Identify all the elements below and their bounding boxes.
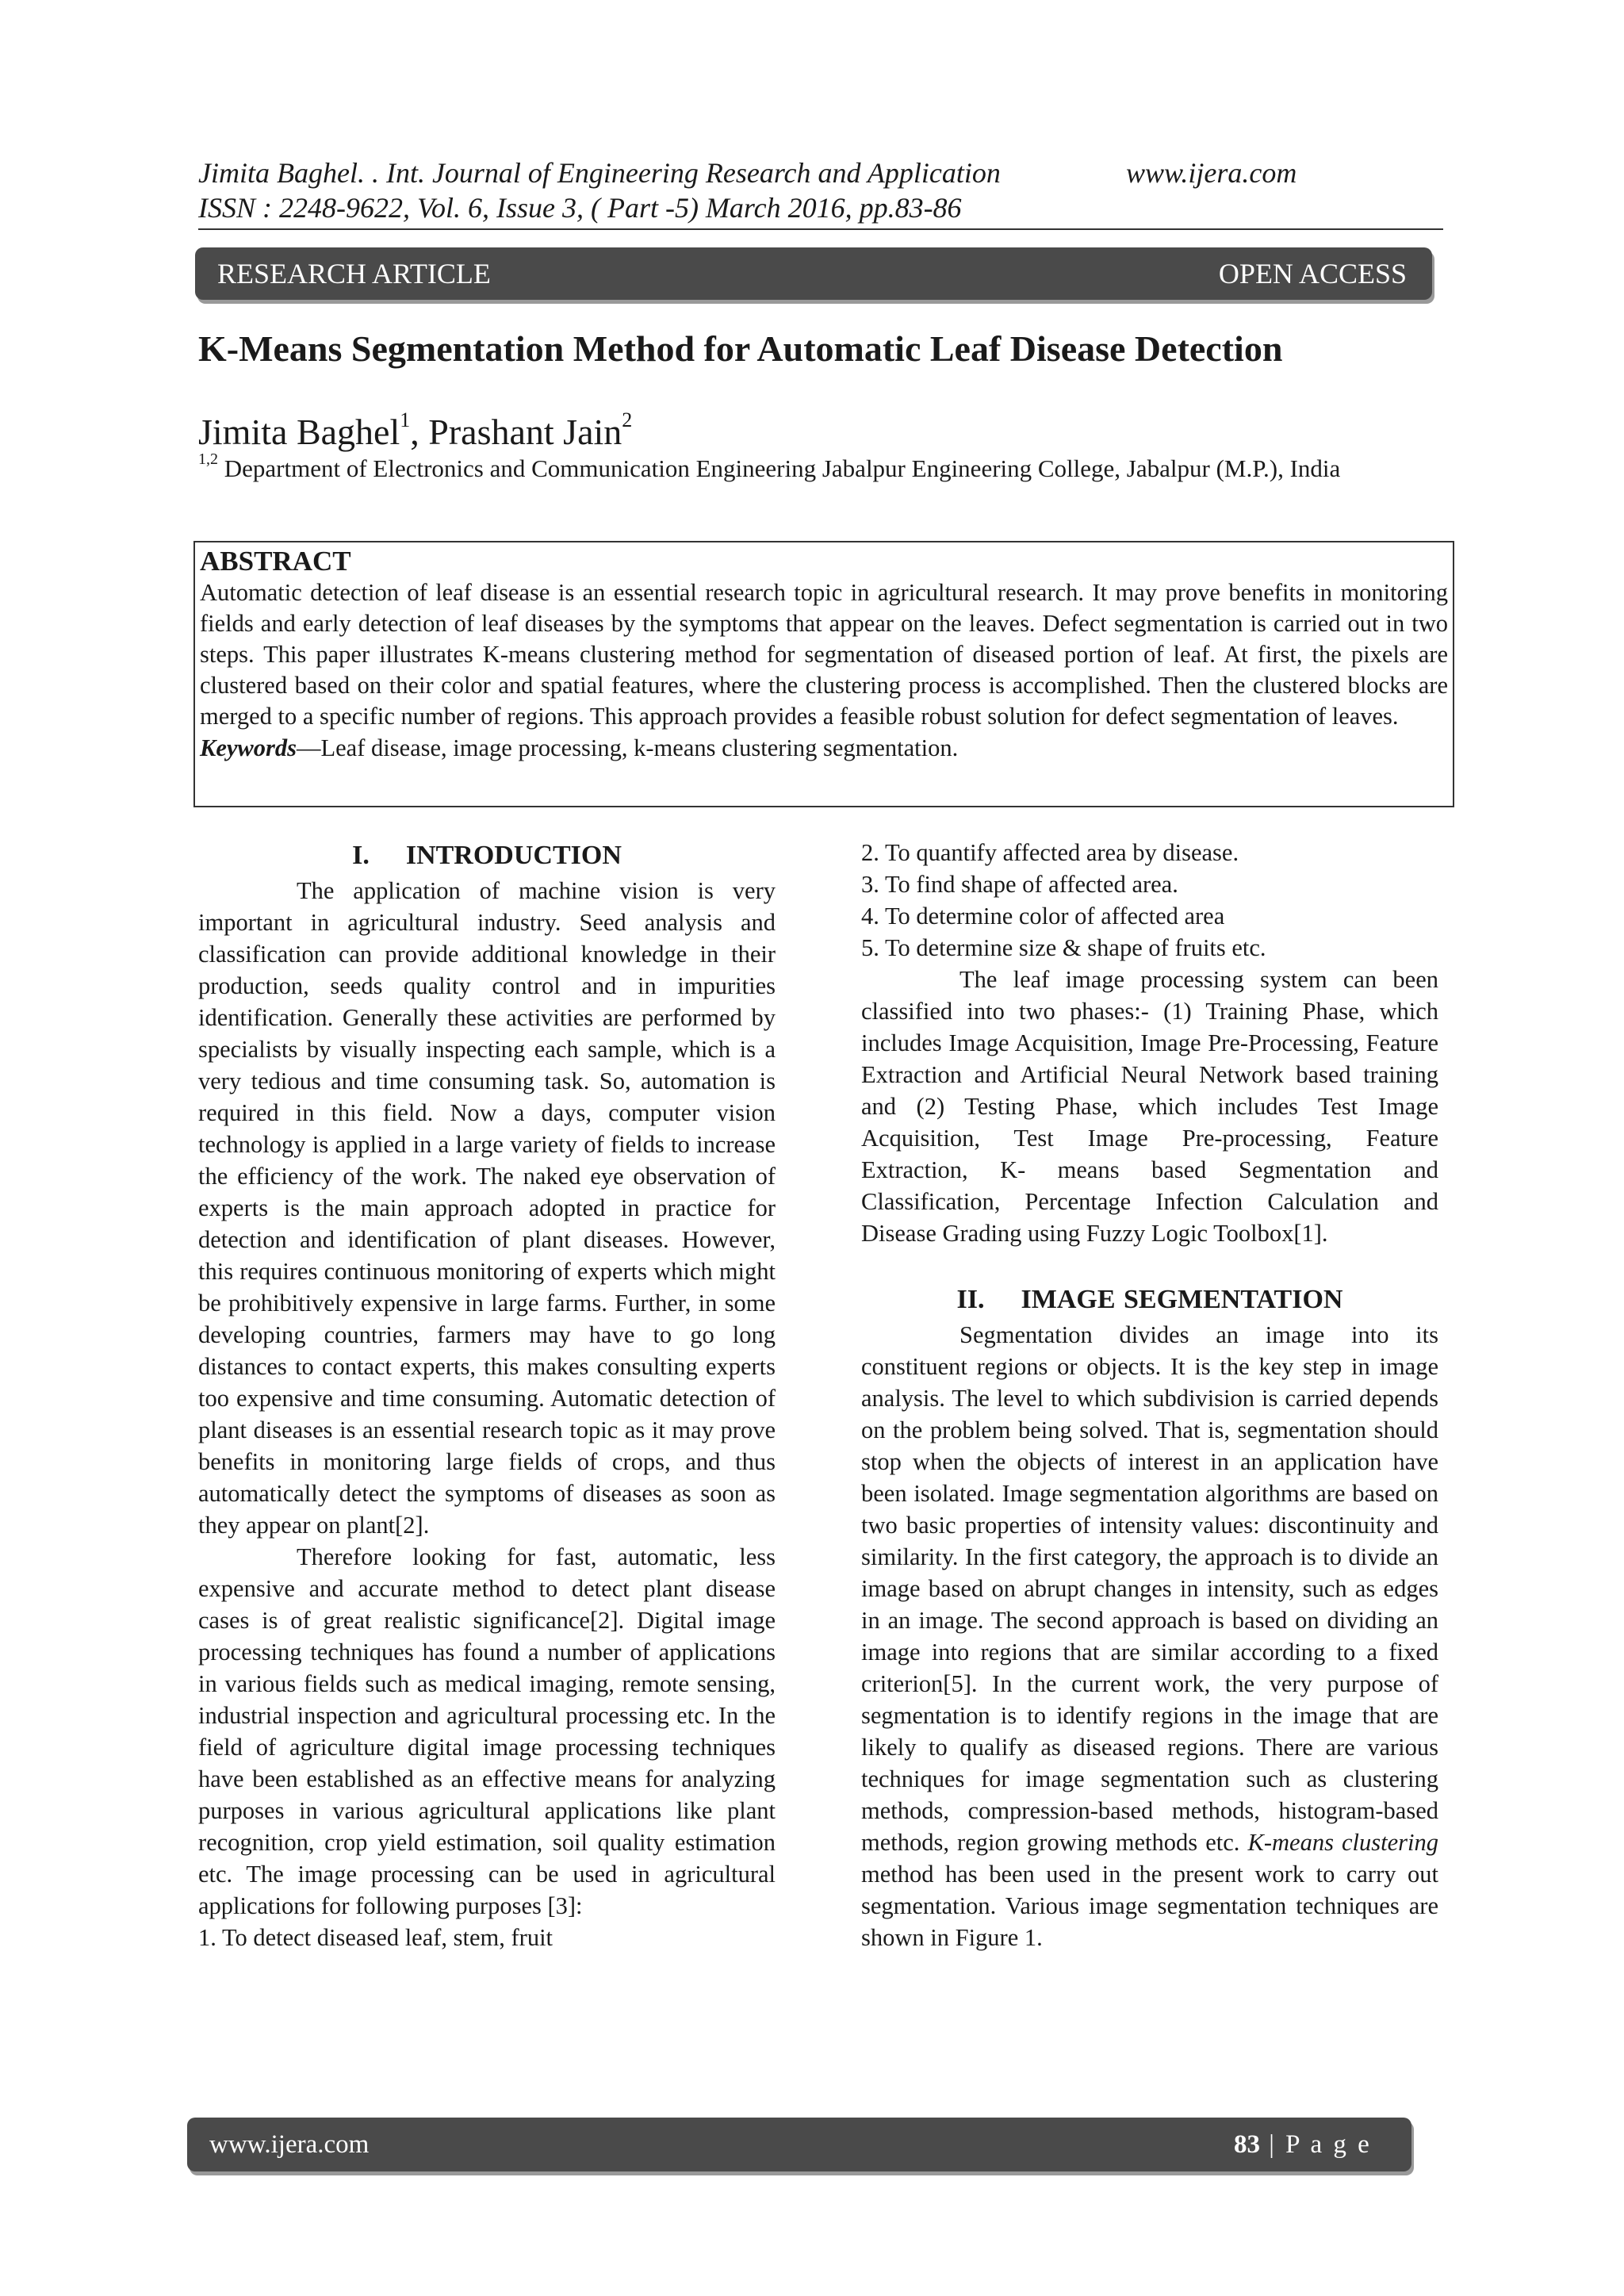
abstract-body: Automatic detection of leaf disease is an essential research topic in agricultural research. It may prove benefits in monitoring fields and early detection of leaf diseases by the symptoms that appear on the leaves. Defect segmentation is carried out in two steps. This paper illustrates K-means clustering method for segmentation of diseased portion of leaf. At first, the pixels are clustered based on their color and spatial features, where the clustering process is accomplished. Then the clustered blocks are merged to a specific number of regions. This approach provides a feasible robust solution for defect segmentation of leaves.: [200, 579, 1448, 730]
affiliation: [198, 443, 1443, 485]
section-title: INTRODUCTION: [405, 841, 622, 870]
author-separator: ,: [410, 412, 429, 452]
keywords-text: —Leaf disease, image processing, k-means clustering segmentation.: [297, 734, 959, 761]
left-column: [198, 837, 776, 1953]
author-name: Jimita Baghel: [198, 412, 400, 452]
page-label: | P a g e: [1260, 2130, 1372, 2159]
list-item: 5. To determine size & shape of fruits etc.: [861, 934, 1266, 961]
list-item: 3. To find shape of affected area.: [861, 871, 1178, 898]
abstract-box: [193, 541, 1454, 807]
open-access-label: OPEN ACCESS: [1218, 258, 1407, 289]
list-item: 2. To quantify affected area by disease.: [861, 839, 1239, 866]
body-paragraph: Therefore looking for fast, automatic, less expensive and accurate method to detect plant disease cases is of great realistic significance[2]. Digital image processing techniques has found a number of applications in various fields such as medical imaging, remote sensing, industrial inspection and agricultural processing etc. In the field of agriculture digital image processing techniques have been established as an effective means for analyzing purposes in various agricultural applications like plant recognition, crop yield estimation, soil quality estimation etc. The image processing can be used in agricultural applications for following purposes [3]:: [198, 1543, 776, 1919]
paragraph-text: Segmentation divides an image into its constituent regions or objects. It is the key step in image analysis. The level to which subdivision is carried depends on the problem being solved. That is, segmentation should stop when the objects of interest in an application have been isolated. Image segmentation algorithms are based on two basic properties of intensity values: discontinuity and similarity. In the first category, the approach is to divide an image based on abrupt changes in intensity, such as edges in an image. The second approach is based on dividing an image into regions that are similar according to a fixed criterion[5]. In the current work, the very purpose of segmentation is to identify regions in the image that are likely to qualify as diseased regions. There are various techniques for image segmentation such as clustering methods, compression-based methods, histogram-based methods, region growing methods etc.: [861, 1321, 1438, 1856]
section-number: I.: [352, 841, 370, 870]
list-item: 1. To detect diseased leaf, stem, fruit: [198, 1924, 553, 1951]
italic-term: K-means clustering: [1247, 1829, 1438, 1856]
section-title: IMAGE SEGMENTATION: [1021, 1285, 1343, 1314]
right-column: [861, 837, 1438, 1953]
paragraph-text: method has been used in the present work to carry out segmentation. Various image segmentation techniques are shown in Figure 1.: [861, 1861, 1438, 1951]
affiliation-superscript: 1,2: [198, 450, 218, 468]
paper-title: K-Means Segmentation Method for Automatic Leaf Disease Detection: [198, 328, 1283, 369]
author-name: Prashant Jain: [428, 412, 622, 452]
header-divider: [198, 228, 1443, 230]
keywords-line: [200, 732, 1448, 764]
header-url-link[interactable]: www.ijera.com: [1126, 157, 1297, 189]
list-item: 4. To determine color of affected area: [861, 903, 1225, 930]
footer-url-link[interactable]: www.ijera.com: [209, 2130, 370, 2159]
author-superscript: 2: [622, 408, 633, 431]
research-article-label: RESEARCH ARTICLE: [217, 258, 491, 289]
running-header: [198, 155, 1443, 225]
author-superscript: 1: [400, 408, 411, 431]
article-type-banner: [195, 247, 1432, 300]
section-heading-introduction: [198, 837, 776, 875]
section-heading-image-segmentation: [861, 1281, 1438, 1319]
header-citation: Jimita Baghel. . Int. Journal of Engineering Research and Application: [198, 157, 1001, 189]
page-footer: [187, 2118, 1411, 2171]
affiliation-text: Department of Electronics and Communication Engineering Jabalpur Engineering College, Jabalpur (M.P.), India: [218, 454, 1341, 482]
body-paragraph: [861, 1319, 1438, 1953]
abstract-heading: ABSTRACT: [200, 546, 351, 577]
section-number: II.: [956, 1285, 985, 1314]
page-number: [1234, 2118, 1372, 2171]
body-paragraph: The leaf image processing system can been classified into two phases:- (1) Training Phase, which includes Image Acquisition, Image Pre-Processing, Feature Extraction and Artificial Neural Network based training and (2) Testing Phase, which includes Test Image Acquisition, Test Image Pre-processing, Feature Extraction, K- means based Segmentation and Classification, Percentage Infection Calculation and Disease Grading using Fuzzy Logic Toolbox[1].: [861, 966, 1438, 1247]
page-number-value: 83: [1234, 2130, 1260, 2159]
keywords-label: Keywords: [200, 734, 297, 761]
body-paragraph: The application of machine vision is very important in agricultural industry. Seed analysis and classification can provide additional knowledge in their production, seeds quality control and in impurities identification. Generally these activities are performed by specialists by visually inspecting each sample, which is a very tedious and time consuming task. So, automation is required in this field. Now a days, computer vision technology is applied in a large variety of fields to increase the efficiency of the work. The naked eye observation of experts is the main approach adopted in practice for detection and identification of plant diseases. However, this requires continuous monitoring of experts which might be prohibitively expensive in large farms. Further, in some developing countries, farmers may have to go long distances to contact experts, this makes consulting experts too expensive and time consuming. Automatic detection of plant diseases is an essential research topic as it may prove benefits in monitoring large fields of crops, and thus automatically detect the symptoms of diseases as soon as they appear on plant[2].: [198, 877, 776, 1539]
header-issn: ISSN : 2248-9622, Vol. 6, Issue 3, ( Part -5) March 2016, pp.83-86: [198, 192, 962, 224]
